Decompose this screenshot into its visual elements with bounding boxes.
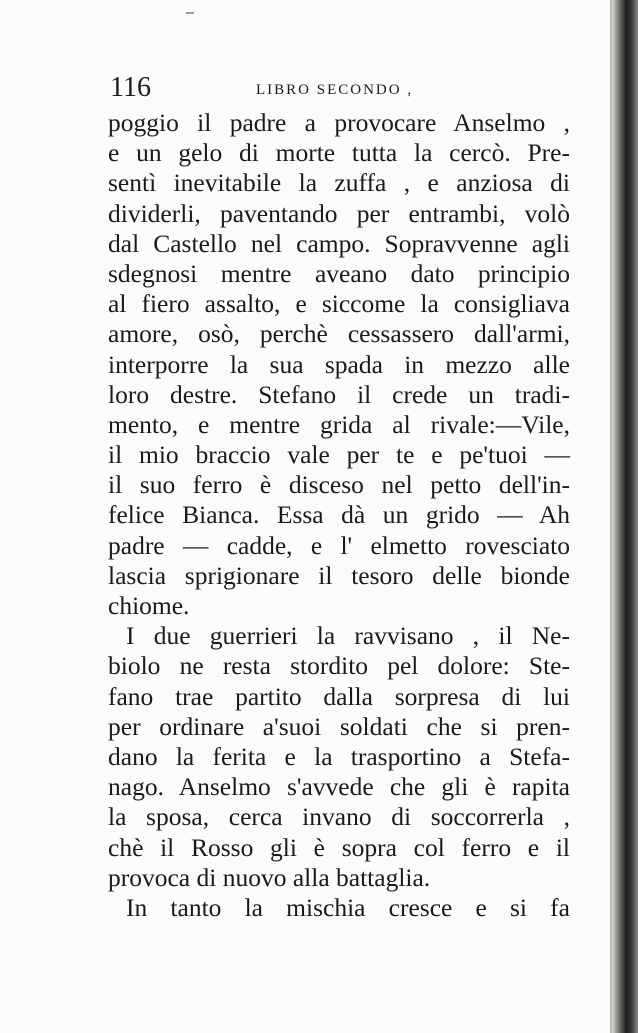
text-line: poggio il padre a provocare Anselmo ,	[108, 108, 570, 137]
text-line: biolo ne resta stordito pel dolore: Ste-	[108, 651, 570, 681]
text-line: sdegnosi mentre aveano dato principio	[108, 258, 570, 288]
text-line: sentì inevitabile la zuffa , e anziosa di	[108, 168, 570, 198]
text-line: chè il Rosso gli è sopra col ferro e il	[108, 832, 570, 862]
text-line: lascia sprigionare il tesoro delle bionde	[108, 560, 570, 590]
text-line: chiome.	[108, 591, 190, 620]
book-spine	[612, 0, 638, 1033]
text-line: la sposa, cerca invano di soccorrerla ,	[108, 802, 570, 832]
text-line: per ordinare a'suoi soldati che si pren-	[108, 711, 570, 741]
text-line: amore, osò, perchè cessassero dall'armi,	[108, 319, 570, 349]
text-line: nago. Anselmo s'avvede che gli è rapita	[108, 772, 570, 802]
text-line: interporre la sua spada in mezzo alle	[108, 349, 570, 379]
text-line: loro destre. Stefano il crede un tradi-	[108, 379, 570, 409]
page-header	[108, 70, 578, 106]
text-line: dividerli, paventando per entrambi, volò	[108, 198, 570, 228]
text-line: al fiero assalto, e siccome la consigliava	[108, 289, 570, 319]
running-head: LIBRO SECONDO ,	[256, 82, 414, 98]
text-line: dano la ferita e la trasportino a Stefa-	[108, 741, 570, 771]
text-line: il suo ferro è disceso nel petto dell'in-	[108, 470, 570, 500]
text-line: In tanto la mischia cresce e si fa	[126, 892, 570, 922]
body-text	[108, 108, 570, 923]
scan-mark	[186, 12, 194, 14]
text-line: fano trae partito dalla sorpresa di lui	[108, 681, 570, 711]
text-line: provoca di nuovo alla battaglia.	[108, 862, 431, 892]
text-line: il mio braccio vale per te e pe'tuoi —	[108, 440, 570, 470]
text-line: felice Bianca. Essa dà un grido — Ah	[108, 500, 570, 530]
page-number: 116	[110, 72, 151, 103]
text-line: I due guerrieri la ravvisano , il Ne-	[126, 621, 570, 651]
text-line: padre — cadde, e l' elmetto rovesciato	[108, 530, 570, 560]
text-line: dal Castello nel campo. Sopravvenne agli	[108, 228, 570, 258]
text-line: e un gelo di morte tutta la cercò. Pre-	[108, 138, 570, 168]
text-line: mento, e mentre grida al rivale:—Vile,	[108, 409, 570, 439]
